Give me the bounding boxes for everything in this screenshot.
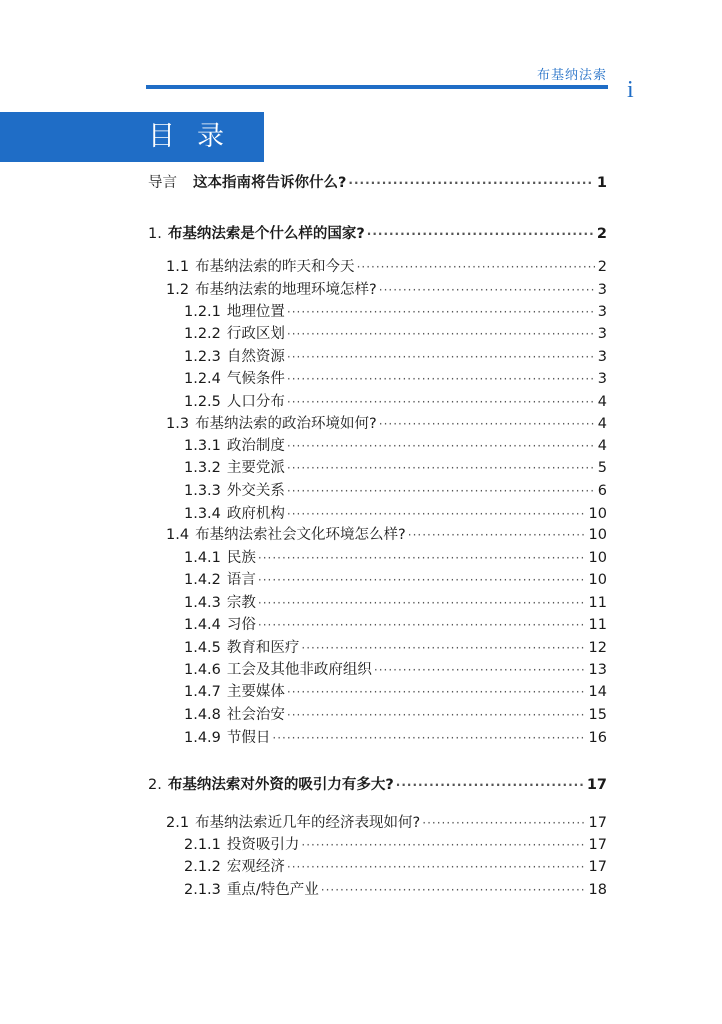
toc-entry[interactable] <box>148 774 607 796</box>
dot-leader <box>287 323 595 345</box>
toc-entry-number: 1.2.2 <box>184 326 221 342</box>
toc-entry-title: 这本指南将告诉你什么? <box>193 175 347 191</box>
toc-entry-number: 1.4.2 <box>184 572 221 588</box>
toc-entry-page: 11 <box>588 617 607 633</box>
toc-entry-number: 2.1.2 <box>184 859 221 875</box>
dot-leader <box>379 413 595 435</box>
toc-entry-number: 1.1 <box>166 259 190 275</box>
toc-entry[interactable] <box>166 524 607 546</box>
toc-entry[interactable] <box>184 727 607 749</box>
toc-entry-number: 1.3 <box>166 416 190 432</box>
toc-entry-title: 教育和医疗 <box>226 640 300 656</box>
toc-entry-title: 节假日 <box>226 730 271 746</box>
toc-entry-title: 习俗 <box>226 617 256 633</box>
toc-entry-number: 1.2.1 <box>184 304 221 320</box>
toc-entry-page: 17 <box>588 837 607 853</box>
toc-entry-page: 18 <box>588 882 607 898</box>
toc-entry-number: 1.4.8 <box>184 707 221 723</box>
toc-entry-title: 宏观经济 <box>226 859 285 875</box>
dot-leader <box>287 457 595 479</box>
dot-leader <box>287 435 595 457</box>
toc-entry-title: 社会治安 <box>226 707 285 723</box>
toc-entry[interactable] <box>184 457 607 479</box>
toc-entry-number: 1.2 <box>166 282 190 298</box>
toc-entry-page: 3 <box>597 326 607 342</box>
toc-entry-number: 1.3.2 <box>184 460 221 476</box>
toc-entry[interactable] <box>184 834 607 856</box>
dot-leader <box>287 856 586 878</box>
toc-entry-number: 1.4.5 <box>184 640 221 656</box>
dot-leader <box>374 659 586 681</box>
toc-entry-number: 2.1.3 <box>184 882 221 898</box>
toc-entry-title: 工会及其他非政府组织 <box>226 662 372 678</box>
toc-entry-number: 1.3.3 <box>184 483 221 499</box>
toc-entry-page: 15 <box>588 707 607 723</box>
toc-entry-page: 17 <box>588 815 607 831</box>
toc-title: 目录 <box>148 121 246 152</box>
toc-entry-number: 1.4.4 <box>184 617 221 633</box>
toc-entry[interactable] <box>184 503 607 525</box>
toc-entry-title: 外交关系 <box>226 483 285 499</box>
toc-entry-page: 13 <box>588 662 607 678</box>
toc-entry[interactable] <box>184 391 607 413</box>
dot-leader <box>367 223 594 245</box>
dot-leader <box>422 812 585 834</box>
toc-entry[interactable] <box>184 480 607 502</box>
dot-leader <box>258 547 586 569</box>
toc-entry-title: 政治制度 <box>226 438 285 454</box>
toc-entry[interactable] <box>184 346 607 368</box>
toc-entry-page: 5 <box>597 460 607 476</box>
toc-entry-number: 1.4 <box>166 527 190 543</box>
toc-entry-title: 行政区划 <box>226 326 285 342</box>
dot-leader <box>408 524 586 546</box>
toc-entry-page: 17 <box>588 859 607 875</box>
toc-entry-number: 2.1 <box>166 815 190 831</box>
toc-entry-title: 布基纳法索的政治环境如何? <box>195 416 377 432</box>
toc-entry-number: 1.2.3 <box>184 349 221 365</box>
dot-leader <box>301 637 585 659</box>
dot-leader <box>287 391 595 413</box>
dot-leader <box>287 301 595 323</box>
toc-entry-title: 气候条件 <box>226 371 285 387</box>
toc-entry-page: 4 <box>597 438 607 454</box>
toc-entry-number: 1. <box>148 226 162 242</box>
toc-entry[interactable] <box>184 547 607 569</box>
dot-leader <box>287 681 586 703</box>
dot-leader <box>258 592 586 614</box>
toc-entry-title: 政府机构 <box>226 506 285 522</box>
toc-entry-page: 4 <box>597 394 607 410</box>
toc-entry[interactable] <box>166 279 607 301</box>
toc-entry-number: 1.4.3 <box>184 595 221 611</box>
dot-leader <box>321 879 586 901</box>
toc-entry-page: 14 <box>588 684 607 700</box>
dot-leader <box>379 279 595 301</box>
toc-entry[interactable] <box>184 592 607 614</box>
toc-entry[interactable] <box>166 812 607 834</box>
toc-entry-page: 2 <box>596 226 607 242</box>
toc-entry-number: 导言 <box>148 175 177 191</box>
toc-entry-page: 16 <box>588 730 607 746</box>
toc-entry-number: 1.3.1 <box>184 438 221 454</box>
toc-entry-number: 1.4.1 <box>184 550 221 566</box>
toc-entry-number: 1.3.4 <box>184 506 221 522</box>
dot-leader <box>287 503 586 525</box>
toc-entry-title: 主要媒体 <box>226 684 285 700</box>
toc-entry-page: 3 <box>597 371 607 387</box>
dot-leader <box>396 774 584 796</box>
toc-entry[interactable] <box>184 637 607 659</box>
toc-entry-page: 10 <box>588 506 607 522</box>
toc-entry-page: 6 <box>597 483 607 499</box>
toc-entry-title: 主要党派 <box>226 460 285 476</box>
running-header-title: 布基纳法索 <box>536 68 607 83</box>
toc-entry-title: 重点/特色产业 <box>226 882 319 898</box>
toc-entry-title: 人口分布 <box>226 394 285 410</box>
toc-entry[interactable] <box>184 856 607 878</box>
dot-leader <box>348 172 593 194</box>
toc-entry-number: 1.4.7 <box>184 684 221 700</box>
toc-entry-number: 1.2.5 <box>184 394 221 410</box>
dot-leader <box>357 256 595 278</box>
toc-entry-number: 1.4.9 <box>184 730 221 746</box>
toc-entry[interactable] <box>184 681 607 703</box>
page-number: i <box>627 77 634 103</box>
dot-leader <box>287 704 586 726</box>
toc-entry[interactable] <box>184 569 607 591</box>
toc-entry-page: 3 <box>597 282 607 298</box>
dot-leader <box>258 569 586 591</box>
toc-entry-title: 宗教 <box>226 595 256 611</box>
toc-entry[interactable] <box>184 614 607 636</box>
toc-entry-title: 地理位置 <box>226 304 285 320</box>
dot-leader <box>301 834 585 856</box>
toc-entry-title: 布基纳法索的昨天和今天 <box>195 259 355 275</box>
toc-entry-title: 民族 <box>226 550 256 566</box>
toc-entry-page: 10 <box>588 527 607 543</box>
toc-entry-number: 2. <box>148 777 162 793</box>
toc-entry[interactable] <box>166 256 607 278</box>
toc-entry-page: 2 <box>597 259 607 275</box>
toc-entry-title: 布基纳法索的地理环境怎样? <box>195 282 377 298</box>
dot-leader <box>287 368 595 390</box>
toc-entry[interactable] <box>184 368 607 390</box>
toc-entry-title: 语言 <box>226 572 256 588</box>
toc-entry[interactable] <box>184 659 607 681</box>
dot-leader <box>287 346 595 368</box>
toc-entry-number: 2.1.1 <box>184 837 221 853</box>
toc-entry-page: 10 <box>588 550 607 566</box>
toc-entry-title: 投资吸引力 <box>226 837 300 853</box>
toc-entry-page: 12 <box>588 640 607 656</box>
toc-entry[interactable] <box>184 704 607 726</box>
toc-entry-number: 1.4.6 <box>184 662 221 678</box>
toc-entry-page: 10 <box>588 572 607 588</box>
toc-entry[interactable] <box>184 323 607 345</box>
toc-entry[interactable] <box>184 879 607 901</box>
toc-entry-title: 自然资源 <box>226 349 285 365</box>
toc-entry[interactable] <box>184 435 607 457</box>
toc-entry-page: 3 <box>597 304 607 320</box>
toc-entry-page: 11 <box>588 595 607 611</box>
toc-entry[interactable] <box>184 301 607 323</box>
toc-entry[interactable] <box>166 413 607 435</box>
toc-entry-number: 1.2.4 <box>184 371 221 387</box>
toc-entry-page: 3 <box>597 349 607 365</box>
toc-entry-title: 布基纳法索近几年的经济表现如何? <box>195 815 421 831</box>
toc-entry-title: 布基纳法索是个什么样的国家? <box>167 226 365 242</box>
toc-entry[interactable] <box>148 172 607 194</box>
toc-entry-title: 布基纳法索社会文化环境怎么样? <box>195 527 406 543</box>
toc-entry-page: 4 <box>597 416 607 432</box>
dot-leader <box>287 480 595 502</box>
toc-entry-page: 17 <box>586 777 607 793</box>
toc-entry[interactable] <box>148 223 607 245</box>
toc-entry-title: 布基纳法索对外资的吸引力有多大? <box>167 777 394 793</box>
dot-leader <box>272 727 585 749</box>
toc-entry-page: 1 <box>596 175 607 191</box>
dot-leader <box>258 614 586 636</box>
